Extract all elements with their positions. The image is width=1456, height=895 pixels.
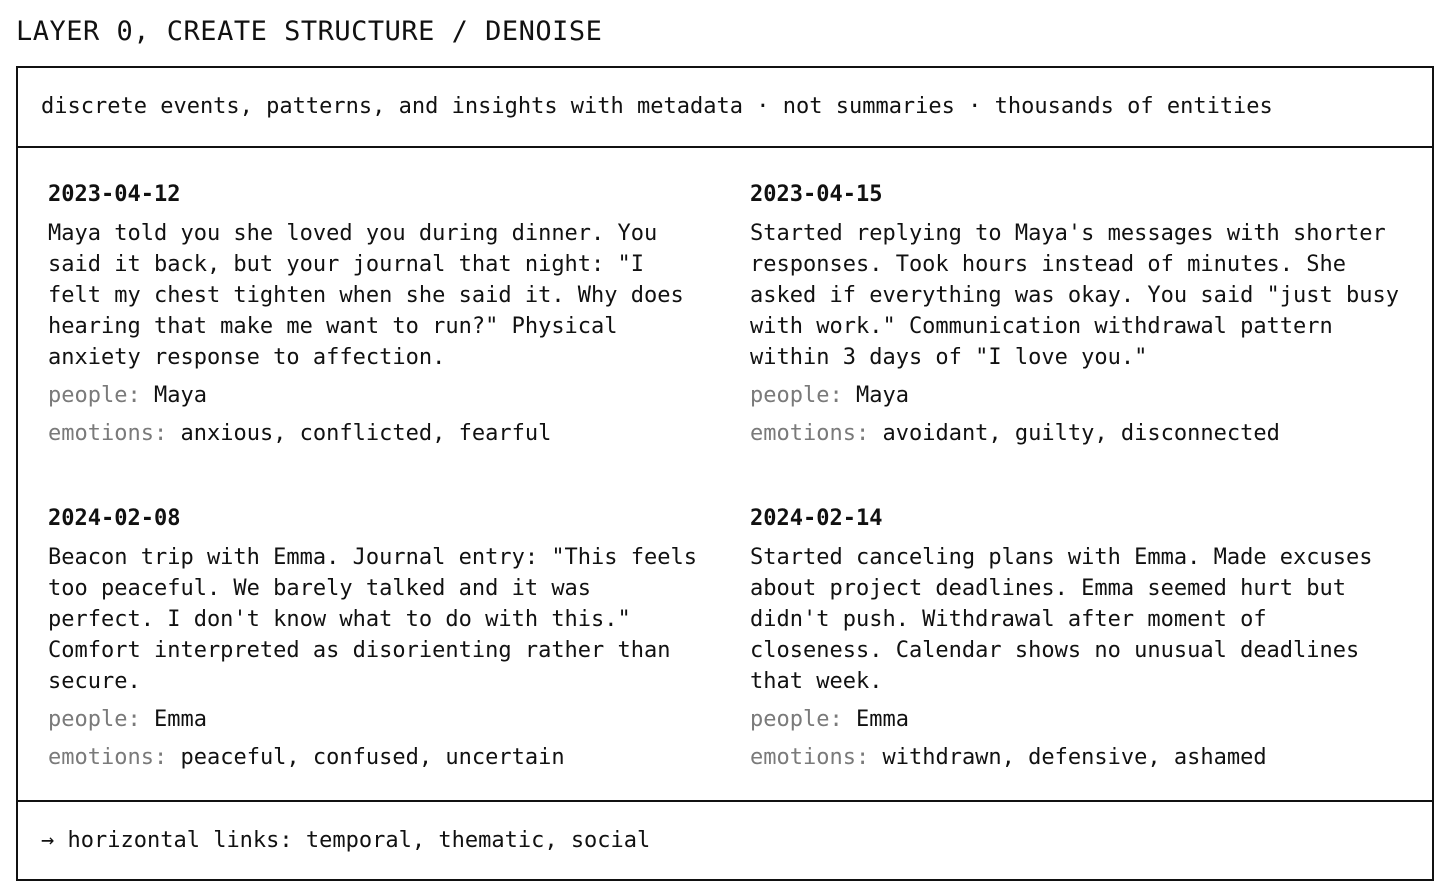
- emotions-value: peaceful, confused, uncertain: [180, 745, 565, 770]
- layer-frame: [16, 66, 1434, 881]
- people-label: people:: [48, 383, 141, 408]
- emotions-label: emotions:: [48, 421, 168, 446]
- event-date: 2023-04-12: [48, 182, 181, 207]
- layer-description: discrete events, patterns, and insights with metadata · not summaries · thousands of entities: [41, 94, 1273, 119]
- links-description: horizontal links: temporal, thematic, social: [67, 828, 651, 853]
- right-arrow-icon: →: [41, 828, 55, 853]
- event-description: Beacon trip with Emma. Journal entry: "This feels too peaceful. We barely talked and it was perfect. I don't know what to do with this." Comfort interpreted as disorienting rather than secure.: [48, 545, 698, 694]
- event-date: 2024-02-14: [750, 506, 883, 531]
- emotions-value: withdrawn, defensive, ashamed: [882, 745, 1267, 770]
- event-emotions: [48, 743, 708, 773]
- emotions-label: emotions:: [48, 745, 168, 770]
- layer-title: LAYER 0, CREATE STRUCTURE / DENOISE: [16, 16, 603, 47]
- people-value: Maya: [153, 383, 207, 408]
- event-date: 2024-02-08: [48, 506, 181, 531]
- event-people: [750, 705, 1410, 735]
- event-emotions: [750, 743, 1410, 773]
- layer-description-band: [18, 68, 1432, 148]
- people-label: people:: [48, 707, 141, 732]
- people-value: Maya: [855, 383, 909, 408]
- people-label: people:: [750, 707, 843, 732]
- event-description: Started replying to Maya's messages with shorter responses. Took hours instead of minutes. She asked if everything was okay. You said "just busy with work." Communication withdrawal pattern within 3 days of "I love you.": [750, 221, 1400, 370]
- event-emotions: [750, 419, 1410, 449]
- emotions-value: avoidant, guilty, disconnected: [882, 421, 1280, 446]
- event-emotions: [48, 419, 708, 449]
- people-label: people:: [750, 383, 843, 408]
- links-footer: [41, 826, 650, 856]
- event-card: [48, 180, 708, 449]
- event-date: 2023-04-15: [750, 182, 883, 207]
- event-card: [48, 504, 708, 773]
- links-footer-band: [18, 800, 1432, 879]
- event-people: [750, 381, 1410, 411]
- event-description: Started canceling plans with Emma. Made excuses about project deadlines. Emma seemed hurt but didn't push. Withdrawal after moment of closeness. Calendar shows no unusual deadlines that week.: [750, 545, 1373, 694]
- emotions-label: emotions:: [750, 421, 870, 446]
- event-people: [48, 381, 708, 411]
- emotions-label: emotions:: [750, 745, 870, 770]
- event-card: [750, 180, 1410, 449]
- emotions-value: anxious, conflicted, fearful: [180, 421, 552, 446]
- event-description: Maya told you she loved you during dinner. You said it back, but your journal that night: "I felt my chest tighten when she said it. Why does hearing that make me want to run?" Physical anxiety response to affection.: [48, 221, 684, 370]
- event-people: [48, 705, 708, 735]
- people-value: Emma: [855, 707, 909, 732]
- event-card: [750, 504, 1410, 773]
- people-value: Emma: [153, 707, 207, 732]
